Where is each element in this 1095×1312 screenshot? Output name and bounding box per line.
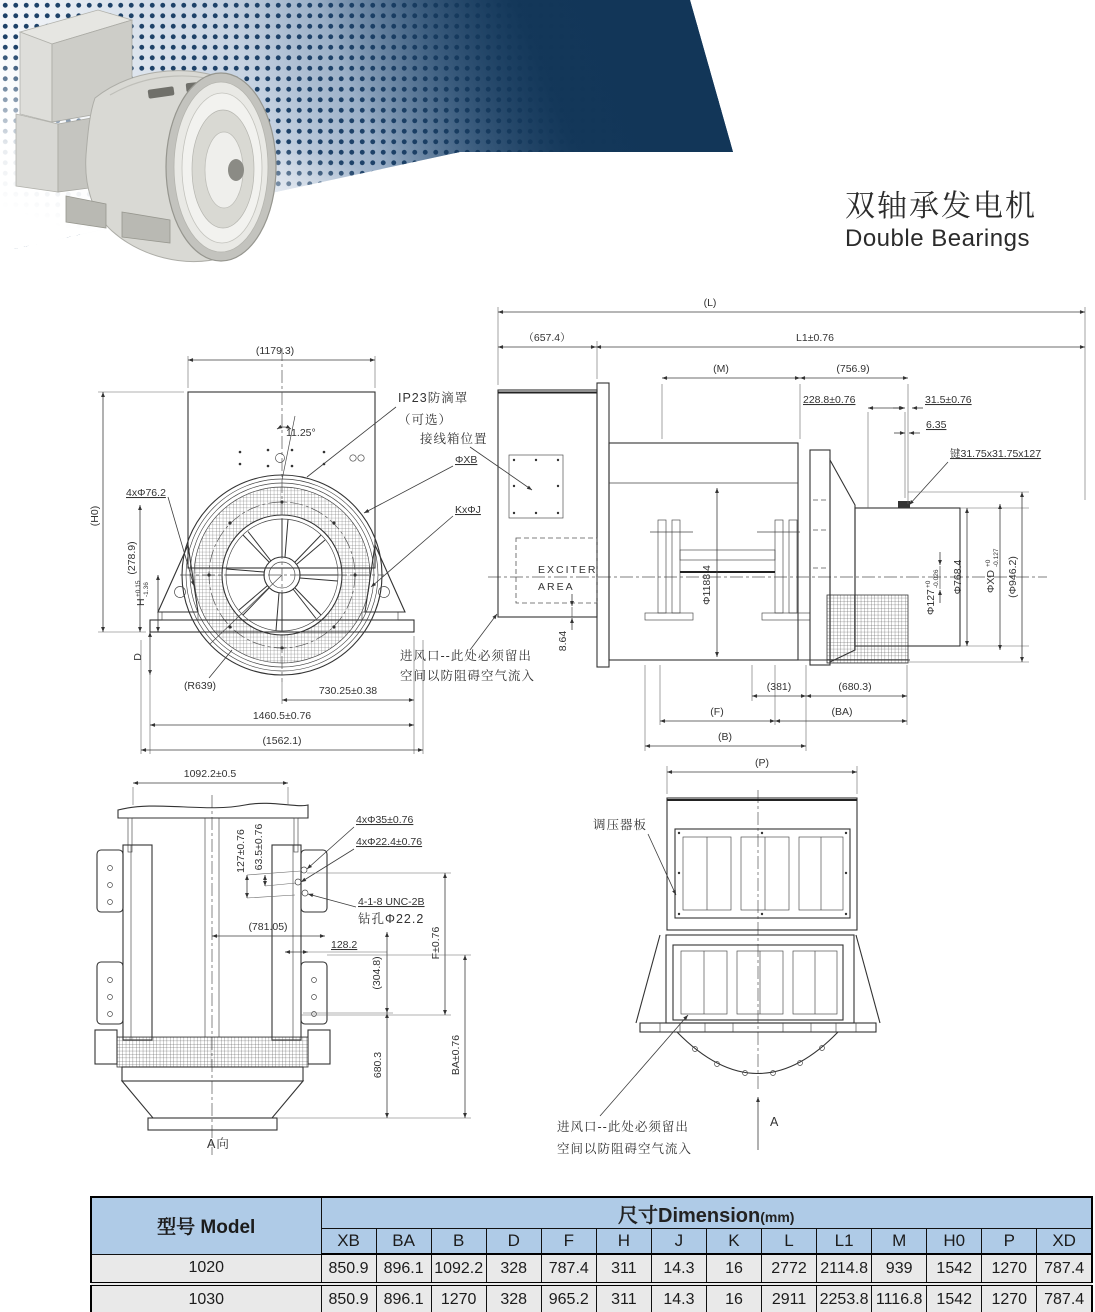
svg-text:+0.15: +0.15 xyxy=(135,580,142,597)
dim-bottom-holes35: 4xΦ35±0.76 xyxy=(356,814,414,826)
generator-illustration xyxy=(16,10,276,262)
dim-bottom-ba: BA±0.76 xyxy=(450,1034,462,1076)
dim-front-h-tol xyxy=(135,580,150,606)
callout-drill-1: 4-1-8 UNC-2B xyxy=(358,896,425,908)
col-l: L xyxy=(762,1229,817,1255)
dim-bottom-1092: 1092.2±0.5 xyxy=(183,768,237,780)
dim-side-ba: (BA) xyxy=(831,706,853,718)
dim-bottom-holes22: 4xΦ22.4±0.76 xyxy=(356,836,423,848)
page-title xyxy=(845,190,1037,252)
cell: 896.1 xyxy=(376,1254,431,1284)
cell: 787.4 xyxy=(541,1254,596,1284)
col-h0: H0 xyxy=(927,1229,982,1255)
dim-side-6-35: 6.35 xyxy=(926,419,947,431)
cell: 2114.8 xyxy=(817,1254,872,1284)
callout-ip23: IP23防滴罩 xyxy=(398,391,469,405)
col-xd: XD xyxy=(1037,1229,1092,1255)
callout-ip23-optional: （可选） xyxy=(398,413,453,427)
cell: 1542 xyxy=(927,1254,982,1284)
col-k: K xyxy=(706,1229,761,1255)
dim-side-31-5: 31.5±0.76 xyxy=(925,394,972,406)
model-cell: 1020 xyxy=(91,1254,321,1284)
callout-shaft-key: 键31.75x31.75x127 xyxy=(950,448,1042,460)
col-d: D xyxy=(486,1229,541,1255)
bottom-view-drawing xyxy=(85,755,500,1165)
dim-side-657: （657.4） xyxy=(523,332,571,344)
label-exciter-1: EXCITER xyxy=(538,564,598,576)
bottom-view-linework xyxy=(95,795,330,1155)
dim-side-xd xyxy=(985,548,1000,593)
dim-side-680: (680.3) xyxy=(838,681,872,693)
title-english: Double Bearings xyxy=(845,224,1030,252)
dim-side-m: (M) xyxy=(713,363,729,375)
cell: 14.3 xyxy=(651,1254,706,1284)
col-xb: XB xyxy=(321,1229,376,1255)
col-b: B xyxy=(431,1229,486,1255)
table-header-model: 型号 Model xyxy=(91,1197,321,1254)
cell: 1270 xyxy=(431,1284,486,1312)
table-row-1020 xyxy=(91,1254,1092,1284)
col-p: P xyxy=(982,1229,1037,1255)
col-f: F xyxy=(541,1229,596,1255)
table-header-dimension-en: Dimension xyxy=(658,1204,761,1227)
col-h: H xyxy=(596,1229,651,1255)
dim-side-f: (F) xyxy=(710,706,724,718)
note-air-inlet-2: 空间以防阻碍空气流入 xyxy=(400,669,536,683)
dim-side-b: (B) xyxy=(718,731,732,743)
dim-bottom-781: (781.05) xyxy=(248,921,288,933)
svg-text:-1.36: -1.36 xyxy=(143,582,150,597)
dim-front-h0: (H0) xyxy=(89,505,101,527)
cell: 787.4 xyxy=(1037,1284,1092,1312)
dim-side-l: (L) xyxy=(703,297,717,309)
table-header-dimension-unit: (mm) xyxy=(760,1208,795,1225)
col-j: J xyxy=(651,1229,706,1255)
cell: 1270 xyxy=(982,1284,1037,1312)
generator-photo xyxy=(0,0,800,275)
dim-front-1460: 1460.5±0.76 xyxy=(252,710,312,722)
cell: 850.9 xyxy=(321,1284,376,1312)
dim-bottom-f: F±0.76 xyxy=(430,926,442,960)
svg-text:+0: +0 xyxy=(985,559,992,567)
note-air-inlet-1: 进风口--此处必须留出 xyxy=(400,649,532,663)
label-arrow-a: A xyxy=(770,1115,780,1129)
cell: 328 xyxy=(486,1284,541,1312)
cell: 16 xyxy=(706,1254,761,1284)
dim-side-228: 228.8±0.76 xyxy=(803,394,856,406)
callout-k-phi-j: KxΦJ xyxy=(455,504,481,516)
dim-front-holes: 4xΦ76.2 xyxy=(126,487,166,499)
dim-side-756: (756.9) xyxy=(836,363,870,375)
front-view-linework xyxy=(150,348,414,682)
dim-side-1188: Φ1188.4 xyxy=(701,565,713,605)
dim-side-l1: L1±0.76 xyxy=(796,332,834,344)
callout-drill-2: 钻孔Φ22.2 xyxy=(358,912,425,926)
side-view-drawing xyxy=(395,285,1095,770)
cell: 16 xyxy=(706,1284,761,1312)
cell: 965.2 xyxy=(541,1284,596,1312)
cell: 311 xyxy=(596,1284,651,1312)
cell: 787.4 xyxy=(1037,1254,1092,1284)
title-chinese: 双轴承发电机 xyxy=(845,190,1037,223)
dim-bottom-128: 128.2 xyxy=(331,939,358,951)
cell: 2253.8 xyxy=(817,1284,872,1312)
cell: 939 xyxy=(872,1254,927,1284)
label-view-a: A向 xyxy=(207,1137,230,1151)
col-ba: BA xyxy=(376,1229,431,1255)
dim-rear-p: (P) xyxy=(755,757,769,769)
dim-side-8-64: 8.64 xyxy=(557,630,569,652)
dim-front-d: D xyxy=(132,653,144,661)
callout-phi-xb: ΦXB xyxy=(455,454,478,466)
svg-text:-0.127: -0.127 xyxy=(993,548,1000,567)
cell: 328 xyxy=(486,1254,541,1284)
table-header-dimension-zh: 尺寸 xyxy=(618,1204,658,1227)
cell: 2772 xyxy=(762,1254,817,1284)
rear-view-drawing xyxy=(530,750,980,1165)
dim-bottom-127: 127±0.76 xyxy=(235,829,247,873)
dim-front-r639: (R639) xyxy=(183,680,217,692)
cell: 1116.8 xyxy=(872,1284,927,1312)
cell: 2911 xyxy=(762,1284,817,1312)
model-cell: 1030 xyxy=(91,1284,321,1312)
dim-side-127 xyxy=(925,569,940,615)
table-header-dimension xyxy=(321,1197,1092,1229)
dim-front-1562: (1562.1) xyxy=(262,735,302,747)
note-air-inlet-rear-2: 空间以防阻碍空气流入 xyxy=(557,1142,693,1156)
callout-regulator-plate: 调压器板 xyxy=(593,818,648,832)
cell: 850.9 xyxy=(321,1254,376,1284)
cell: 896.1 xyxy=(376,1284,431,1312)
label-exciter-2: AREA xyxy=(538,581,575,593)
svg-text:+0: +0 xyxy=(925,580,932,588)
dim-front-278: (278.9) xyxy=(126,541,138,575)
cell: 1092.2 xyxy=(431,1254,486,1284)
cell: 1270 xyxy=(982,1254,1037,1284)
callout-junction-box: 接线箱位置 xyxy=(420,432,488,446)
rear-view-linework xyxy=(636,790,880,1090)
table-row-1030 xyxy=(91,1284,1092,1312)
cell: 311 xyxy=(596,1254,651,1284)
dim-bottom-63-5: 63.5±0.76 xyxy=(253,823,265,871)
col-m: M xyxy=(872,1229,927,1255)
dim-front-width: (1179.3) xyxy=(255,345,295,357)
cell: 1542 xyxy=(927,1284,982,1312)
dim-side-946: (Φ946.2) xyxy=(1007,556,1019,598)
bottom-view-dimensions xyxy=(133,783,471,1118)
svg-text:ΦXD: ΦXD xyxy=(985,570,997,593)
dim-bottom-680: 680.3 xyxy=(372,1051,384,1079)
dim-side-381: (381) xyxy=(766,681,792,693)
cell: 14.3 xyxy=(651,1284,706,1312)
col-l1: L1 xyxy=(817,1229,872,1255)
svg-text:Φ127: Φ127 xyxy=(925,589,937,615)
dim-front-730: 730.25±0.38 xyxy=(318,685,378,697)
svg-text:-0.026: -0.026 xyxy=(933,569,940,588)
dim-front-angle: 11.25° xyxy=(286,427,316,439)
svg-text:H: H xyxy=(135,598,147,606)
dimension-table xyxy=(90,1196,1093,1312)
note-air-inlet-rear-1: 进风口--此处必须留出 xyxy=(557,1120,689,1134)
dim-side-768: Φ768.4 xyxy=(952,559,964,595)
dim-bottom-304: (304.8) xyxy=(371,956,383,990)
